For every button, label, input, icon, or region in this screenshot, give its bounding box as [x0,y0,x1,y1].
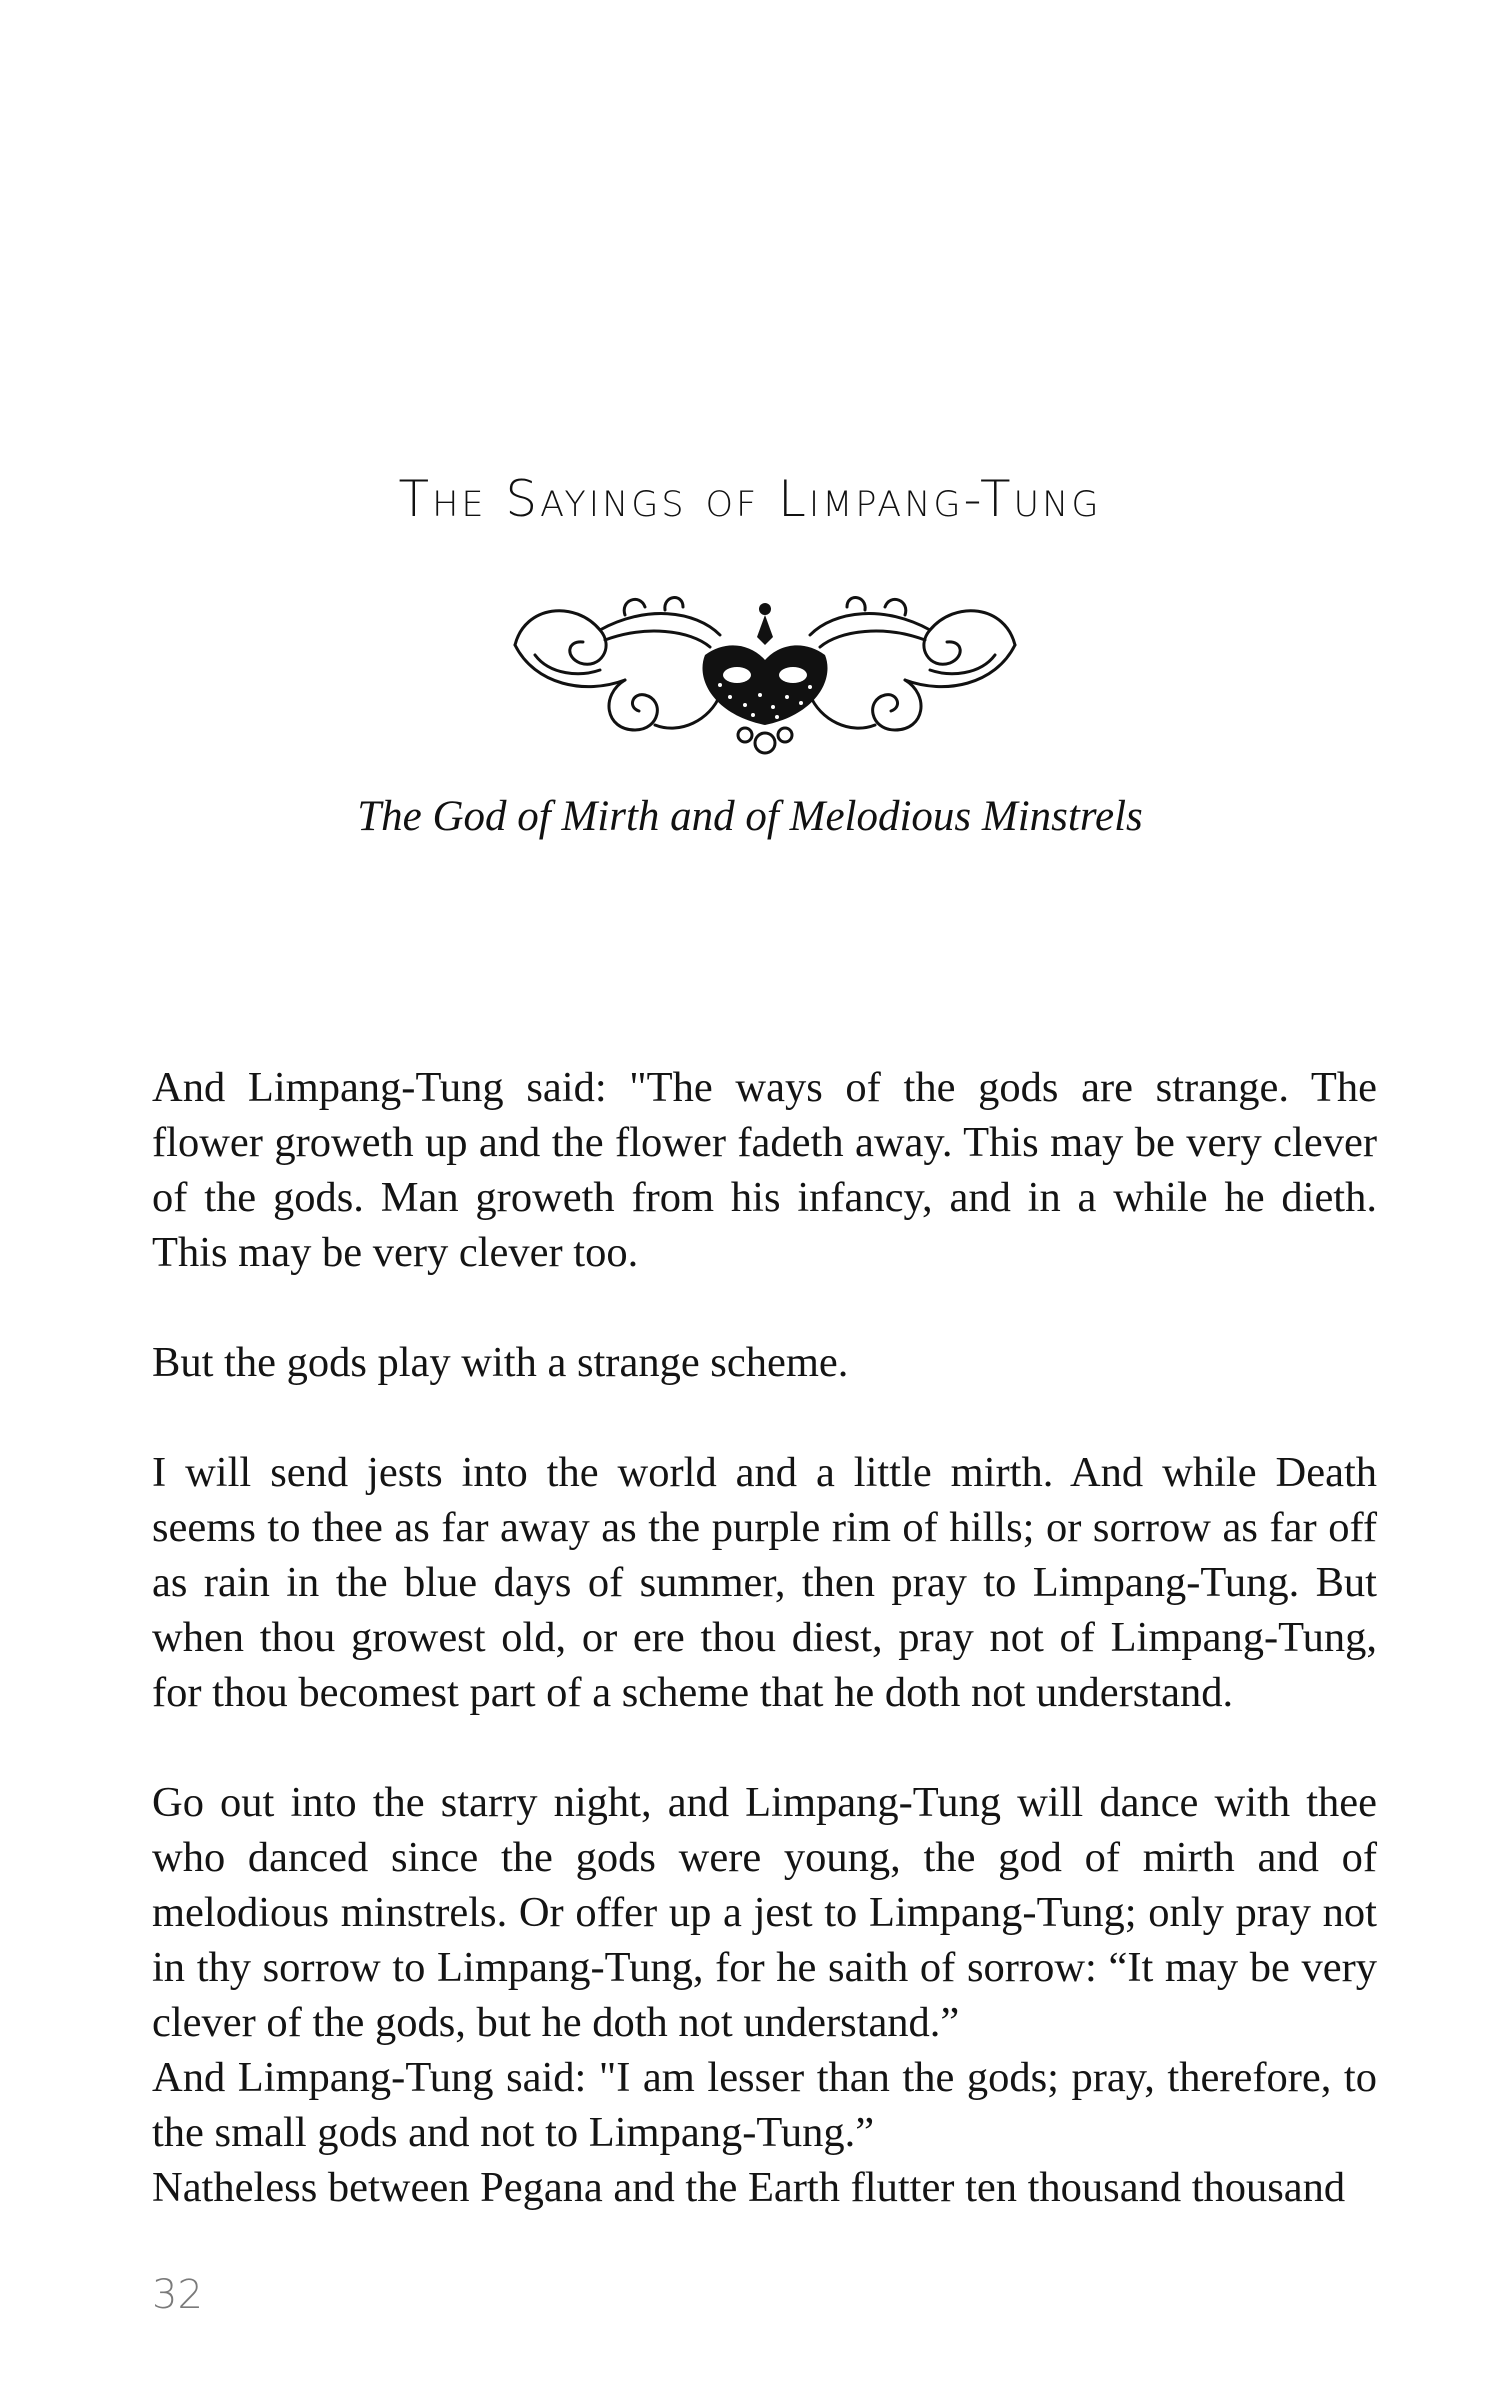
paragraph: I will send jests into the world and a little mirth. And while Death seems to thee as far away as the purple rim of hills; or sorrow as far off as rain in the blue days of summer, then pray to Limpang-Tung. But when thou growest old, or ere thou diest, pray not of Limpang-Tung, for thou becomest part of a scheme that he doth not understand. [152,1449,1377,1716]
paragraph: Natheless between Pegana and the Earth flutter ten thousand thousand [152,2164,1346,2211]
decorative-dragon-vignette-icon [505,585,1025,765]
paragraph: But the gods play with a strange scheme. [152,1339,849,1386]
body-text [152,1060,1377,2215]
chapter-title: The Sayings of Limpang-Tung [398,470,1102,528]
paragraph: Go out into the starry night, and Limpang-Tung will dance with thee who danced since the gods were young, the god of mirth and of melodious minstrels. Or offer up a jest to Limpang-Tung; only pray not in thy sorrow to Limpang-Tung, for he saith of sorrow: “It may be very clever of the gods, but he doth not understand.” [152,1779,1377,2046]
paragraph: And Limpang-Tung said: "I am lesser than the gods; pray, therefore, to the small gods and not to Limpang-Tung.” [152,2054,1377,2156]
paragraph: And Limpang-Tung said: "The ways of the gods are strange. The flower groweth up and the flower fadeth away. This may be very clever of the gods. Man groweth from his infancy, and in a while he dieth. This may be very clever too. [152,1064,1377,1276]
page-number: 32 [152,2272,203,2318]
chapter-subtitle: The God of Mirth and of Melodious Minstrels [357,793,1143,840]
